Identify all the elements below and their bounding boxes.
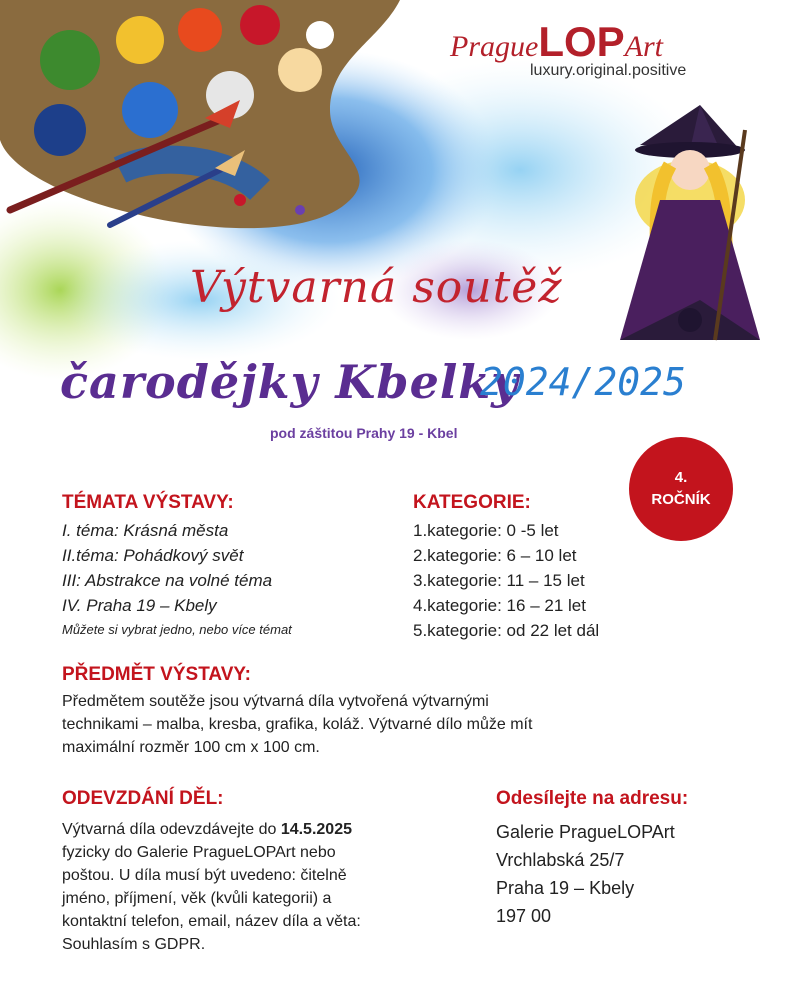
address-line: Galerie PragueLOPArt (496, 822, 675, 842)
category-item: 2.kategorie: 6 – 10 let (413, 546, 577, 565)
logo-suffix: Art (624, 30, 664, 63)
address-line: 197 00 (496, 906, 552, 926)
category-item: 4.kategorie: 16 – 21 let (413, 596, 586, 615)
logo-lop: LOP (538, 18, 625, 65)
theme-item: III: Abstrakce na volné téma (62, 571, 273, 590)
submission-text (62, 818, 482, 956)
logo (450, 18, 663, 66)
subject-line: maximální rozměr 100 cm x 100 cm. (62, 739, 320, 756)
submission-line: Výtvarná díla odevzdávejte do (62, 821, 281, 838)
badge-number: 4. (674, 469, 688, 486)
themes-note: Můžete si vybrat jedno, nebo více témat (62, 622, 292, 637)
address-line: Praha 19 – Kbely (496, 878, 635, 898)
submission-line: poštou. U díla musí být uvedeno: čitelně (62, 867, 347, 884)
subject-text (62, 690, 762, 759)
title-line-2: čarodějky Kbelky (60, 355, 519, 409)
category-item: 1.kategorie: 0 -5 let (413, 521, 559, 540)
deadline-date: 14.5.2025 (280, 821, 352, 838)
logo-tagline: luxury.original.positive (530, 62, 687, 79)
subject-line: technikami – malba, kresba, grafika, koláž. Výtvarné dílo může mít (62, 716, 533, 733)
theme-item: IV. Praha 19 – Kbely (62, 596, 217, 615)
category-item: 5.kategorie: od 22 let dál (413, 621, 600, 640)
year: 2024/2025 (480, 360, 686, 404)
address-line: Vrchlabská 25/7 (496, 850, 625, 870)
subtitle: pod záštitou Prahy 19 - Kbel (270, 425, 458, 441)
submission-heading: ODEVZDÁNÍ DĚL: (62, 788, 224, 809)
themes-heading: TÉMATA VÝSTAVY: (62, 492, 234, 513)
theme-item: II.téma: Pohádkový svět (62, 546, 244, 565)
category-item: 3.kategorie: 11 – 15 let (413, 571, 585, 590)
submission-line: fyzicky do Galerie PragueLOPArt nebo (62, 844, 336, 861)
address-heading: Odesílejte na adresu: (496, 788, 689, 809)
themes-list (62, 518, 412, 637)
logo-prefix: Prague (450, 30, 539, 63)
subject-heading: PŘEDMĚT VÝSTAVY: (62, 664, 251, 685)
submission-line: jméno, příjmení, věk (kvůli kategorii) a (62, 890, 332, 907)
badge-label: ROČNÍK (651, 491, 711, 508)
title-line-1: Výtvarná soutěž (190, 262, 563, 313)
subject-line: Předmětem soutěže jsou výtvarná díla vytvořená výtvarnými (62, 693, 489, 710)
submission-line: kontaktní telefon, email, název díla a věta: (62, 913, 361, 930)
submission-line: Souhlasím s GDPR. (62, 936, 206, 953)
theme-item: I. téma: Krásná města (62, 521, 229, 540)
categories-list (413, 518, 753, 643)
categories-heading: KATEGORIE: (413, 492, 531, 513)
address-block (496, 818, 766, 930)
